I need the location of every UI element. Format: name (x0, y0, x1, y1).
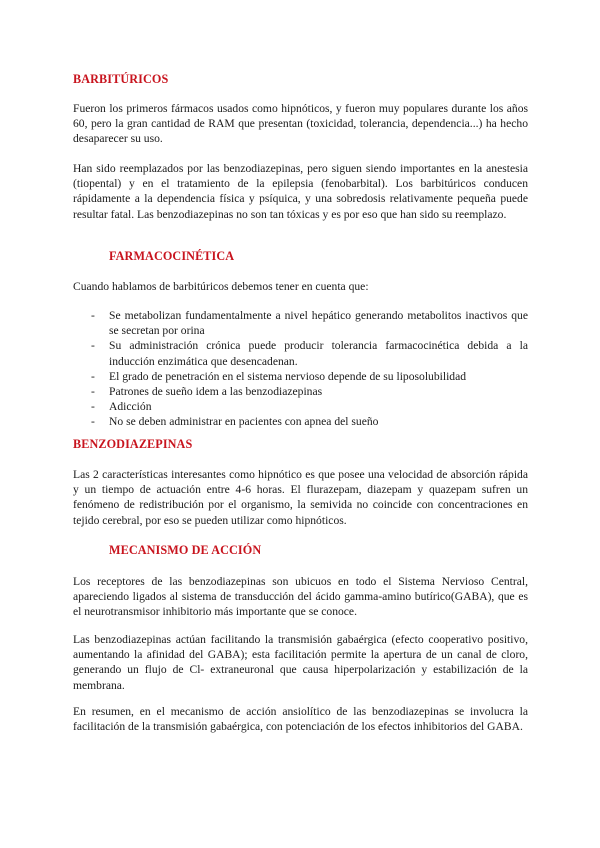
heading-barbituricos: BARBITÚRICOS (73, 72, 169, 86)
heading-farmacocinetica: FARMACOCINÉTICA (109, 249, 235, 263)
list-item: - Patrones de sueño idem a las benzodiazepinas (91, 384, 528, 399)
list-item: - Se metabolizan fundamentalmente a nivel hepático generando metabolitos inactivos que se secretan por orina (91, 308, 528, 338)
paragraph-barbituricos-1: Fueron los primeros fármacos usados como hipnóticos, y fueron muy populares durante los años 60, pero la gran cantidad de RAM que presentan (toxicidad, tolerancia, dependencia...) ha hecho desaparecer su uso. (73, 102, 528, 146)
list-item: - Su administración crónica puede producir tolerancia farmacocinética debida a la inducción enzimática que desencadenan. (91, 338, 528, 368)
paragraph-barbituricos-2: Han sido reemplazados por las benzodiazepinas, pero siguen siendo importantes en la anestesia (tiopental) y en el tratamiento de la epilepsia (fenobarbital). Los barbitúricos conducen rápidamente a la dependencia física y psíquica, y una sobredosis relativamente pequeña puede resultar fatal. Las benzodiazepinas no son tan tóxicas y es por eso que han sido su reemplazo. (73, 162, 528, 221)
list-item: - No se deben administrar en pacientes con apnea del sueño (91, 414, 528, 429)
list-item: - El grado de penetración en el sistema nervioso depende de su liposolubilidad (91, 369, 528, 384)
list-item: - Adicción (91, 399, 528, 414)
paragraph-benzodiazepinas-1: Las 2 características interesantes como hipnótico es que posee una velocidad de absorción rápida y un tiempo de actuación entre 4-6 horas. El flurazepam, diazepam y quazepam sufren un fenómeno de redistribución por el organismo, la semivida no coincide con concentraciones en tejido cerebral, por eso se pueden utilizar como hipnóticos. (73, 468, 528, 527)
paragraph-mecanismo-2: Las benzodiazepinas actúan facilitando la transmisión gabaérgica (efecto cooperativo positivo, aumentando la afinidad del GABA); esta facilitación permite la apertura de un canal de cloro, generando un flujo de Cl- extraneuronal que causa hiperpolarización y estabilización de la membrana. (73, 633, 528, 692)
heading-mecanismo: MECANISMO DE ACCIÓN (109, 543, 262, 557)
paragraph-mecanismo-1: Los receptores de las benzodiazepinas son ubicuos en todo el Sistema Nervioso Central, apareciendo ligados al sistema de transducción del ácido gamma-amino butírico(GABA), que es el neurotransmisor inhibitorio más importante que se conoce. (73, 575, 528, 619)
heading-benzodiazepinas: BENZODIAZEPINAS (73, 437, 193, 451)
farmacocinetica-list (91, 308, 528, 430)
paragraph-mecanismo-3: En resumen, en el mecanismo de acción ansiolítico de las benzodiazepinas se involucra la facilitación de la transmisión gabaérgica, con potenciación de los efectos inhibitorios del GABA. (73, 705, 528, 734)
paragraph-farmacocinetica-intro: Cuando hablamos de barbitúricos debemos tener en cuenta que: (73, 280, 369, 293)
